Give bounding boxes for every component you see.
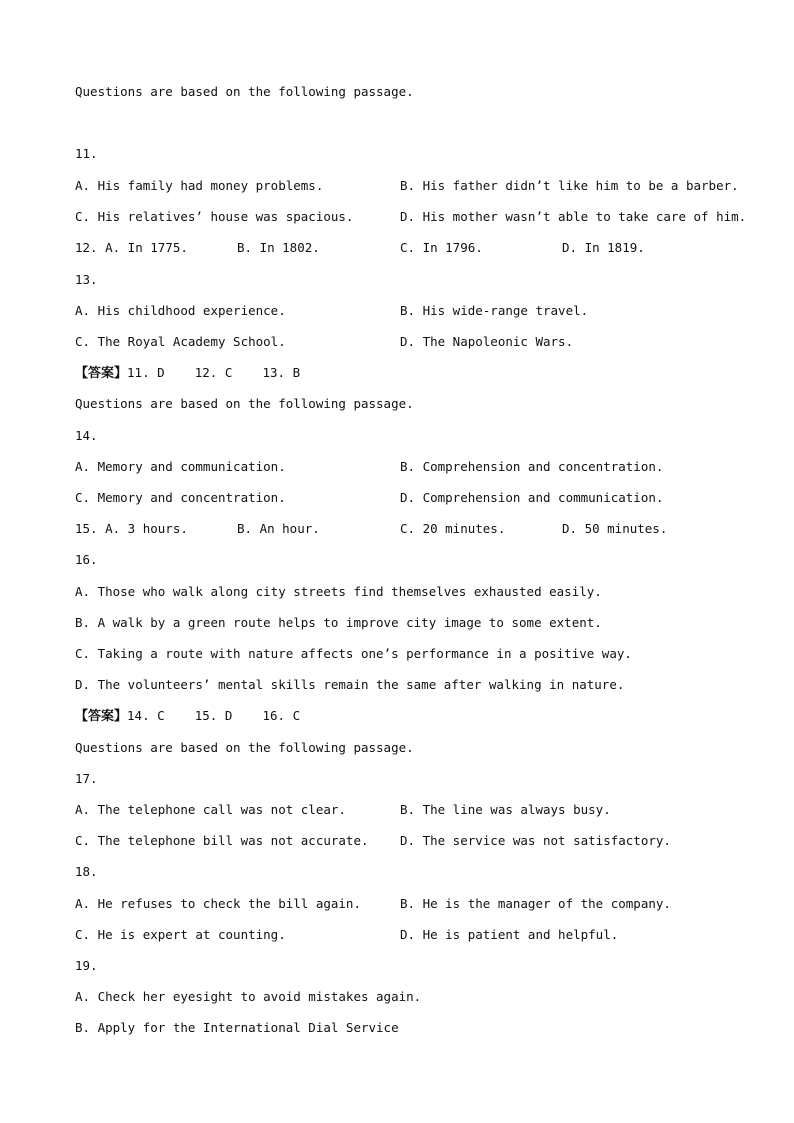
passage-intro: Questions are based on the following passage. <box>75 396 414 411</box>
option-a: 15. A. 3 hours. <box>75 521 188 536</box>
question-number: 16. <box>75 552 98 567</box>
question-number: 14. <box>75 428 98 443</box>
question-number: 11. <box>75 146 98 161</box>
option-d: D. The volunteers’ mental skills remain the same after walking in nature. <box>75 677 625 692</box>
option-d: D. 50 minutes. <box>562 521 668 536</box>
option-b: B. His wide-range travel. <box>400 303 589 318</box>
answer-line <box>75 708 300 725</box>
option-a: 12. A. In 1775. <box>75 240 188 255</box>
option-a: A. The telephone call was not clear. <box>75 802 346 817</box>
option-b: B. The line was always busy. <box>400 802 611 817</box>
answer-label: 【答案】 <box>75 709 128 724</box>
option-c: C. He is expert at counting. <box>75 927 286 942</box>
option-a: A. He refuses to check the bill again. <box>75 896 361 911</box>
option-a: A. Those who walk along city streets find themselves exhausted easily. <box>75 584 602 599</box>
option-d: D. Comprehension and communication. <box>400 490 664 505</box>
option-a: A. Memory and communication. <box>75 459 286 474</box>
option-c: C. Memory and concentration. <box>75 490 286 505</box>
option-d: D. His mother wasn’t able to take care of him. <box>400 209 747 224</box>
option-c: C. His relatives’ house was spacious. <box>75 209 354 224</box>
option-c: C. 20 minutes. <box>400 521 506 536</box>
option-b: B. An hour. <box>237 521 320 536</box>
question-number: 19. <box>75 958 98 973</box>
option-c: C. In 1796. <box>400 240 483 255</box>
answer-label: 【答案】 <box>75 366 128 381</box>
option-c: C. The telephone bill was not accurate. <box>75 833 369 848</box>
passage-intro: Questions are based on the following passage. <box>75 84 414 99</box>
answer-values: 11. D 12. C 13. B <box>127 365 301 380</box>
question-number: 17. <box>75 771 98 786</box>
option-b: B. He is the manager of the company. <box>400 896 671 911</box>
option-b: B. A walk by a green route helps to improve city image to some extent. <box>75 615 602 630</box>
option-b: B. Comprehension and concentration. <box>400 459 664 474</box>
option-a: A. Check her eyesight to avoid mistakes again. <box>75 989 422 1004</box>
question-number: 18. <box>75 864 98 879</box>
option-c: C. The Royal Academy School. <box>75 334 286 349</box>
option-d: D. In 1819. <box>562 240 645 255</box>
answer-values: 14. C 15. D 16. C <box>127 708 301 723</box>
option-b: B. In 1802. <box>237 240 320 255</box>
answer-line <box>75 365 300 382</box>
option-b: B. Apply for the International Dial Service <box>75 1020 399 1035</box>
option-b: B. His father didn’t like him to be a barber. <box>400 178 739 193</box>
option-a: A. His childhood experience. <box>75 303 286 318</box>
option-d: D. He is patient and helpful. <box>400 927 619 942</box>
question-number: 13. <box>75 272 98 287</box>
option-d: D. The Napoleonic Wars. <box>400 334 574 349</box>
option-a: A. His family had money problems. <box>75 178 324 193</box>
passage-intro: Questions are based on the following passage. <box>75 740 414 755</box>
option-c: C. Taking a route with nature affects one’s performance in a positive way. <box>75 646 632 661</box>
option-d: D. The service was not satisfactory. <box>400 833 671 848</box>
